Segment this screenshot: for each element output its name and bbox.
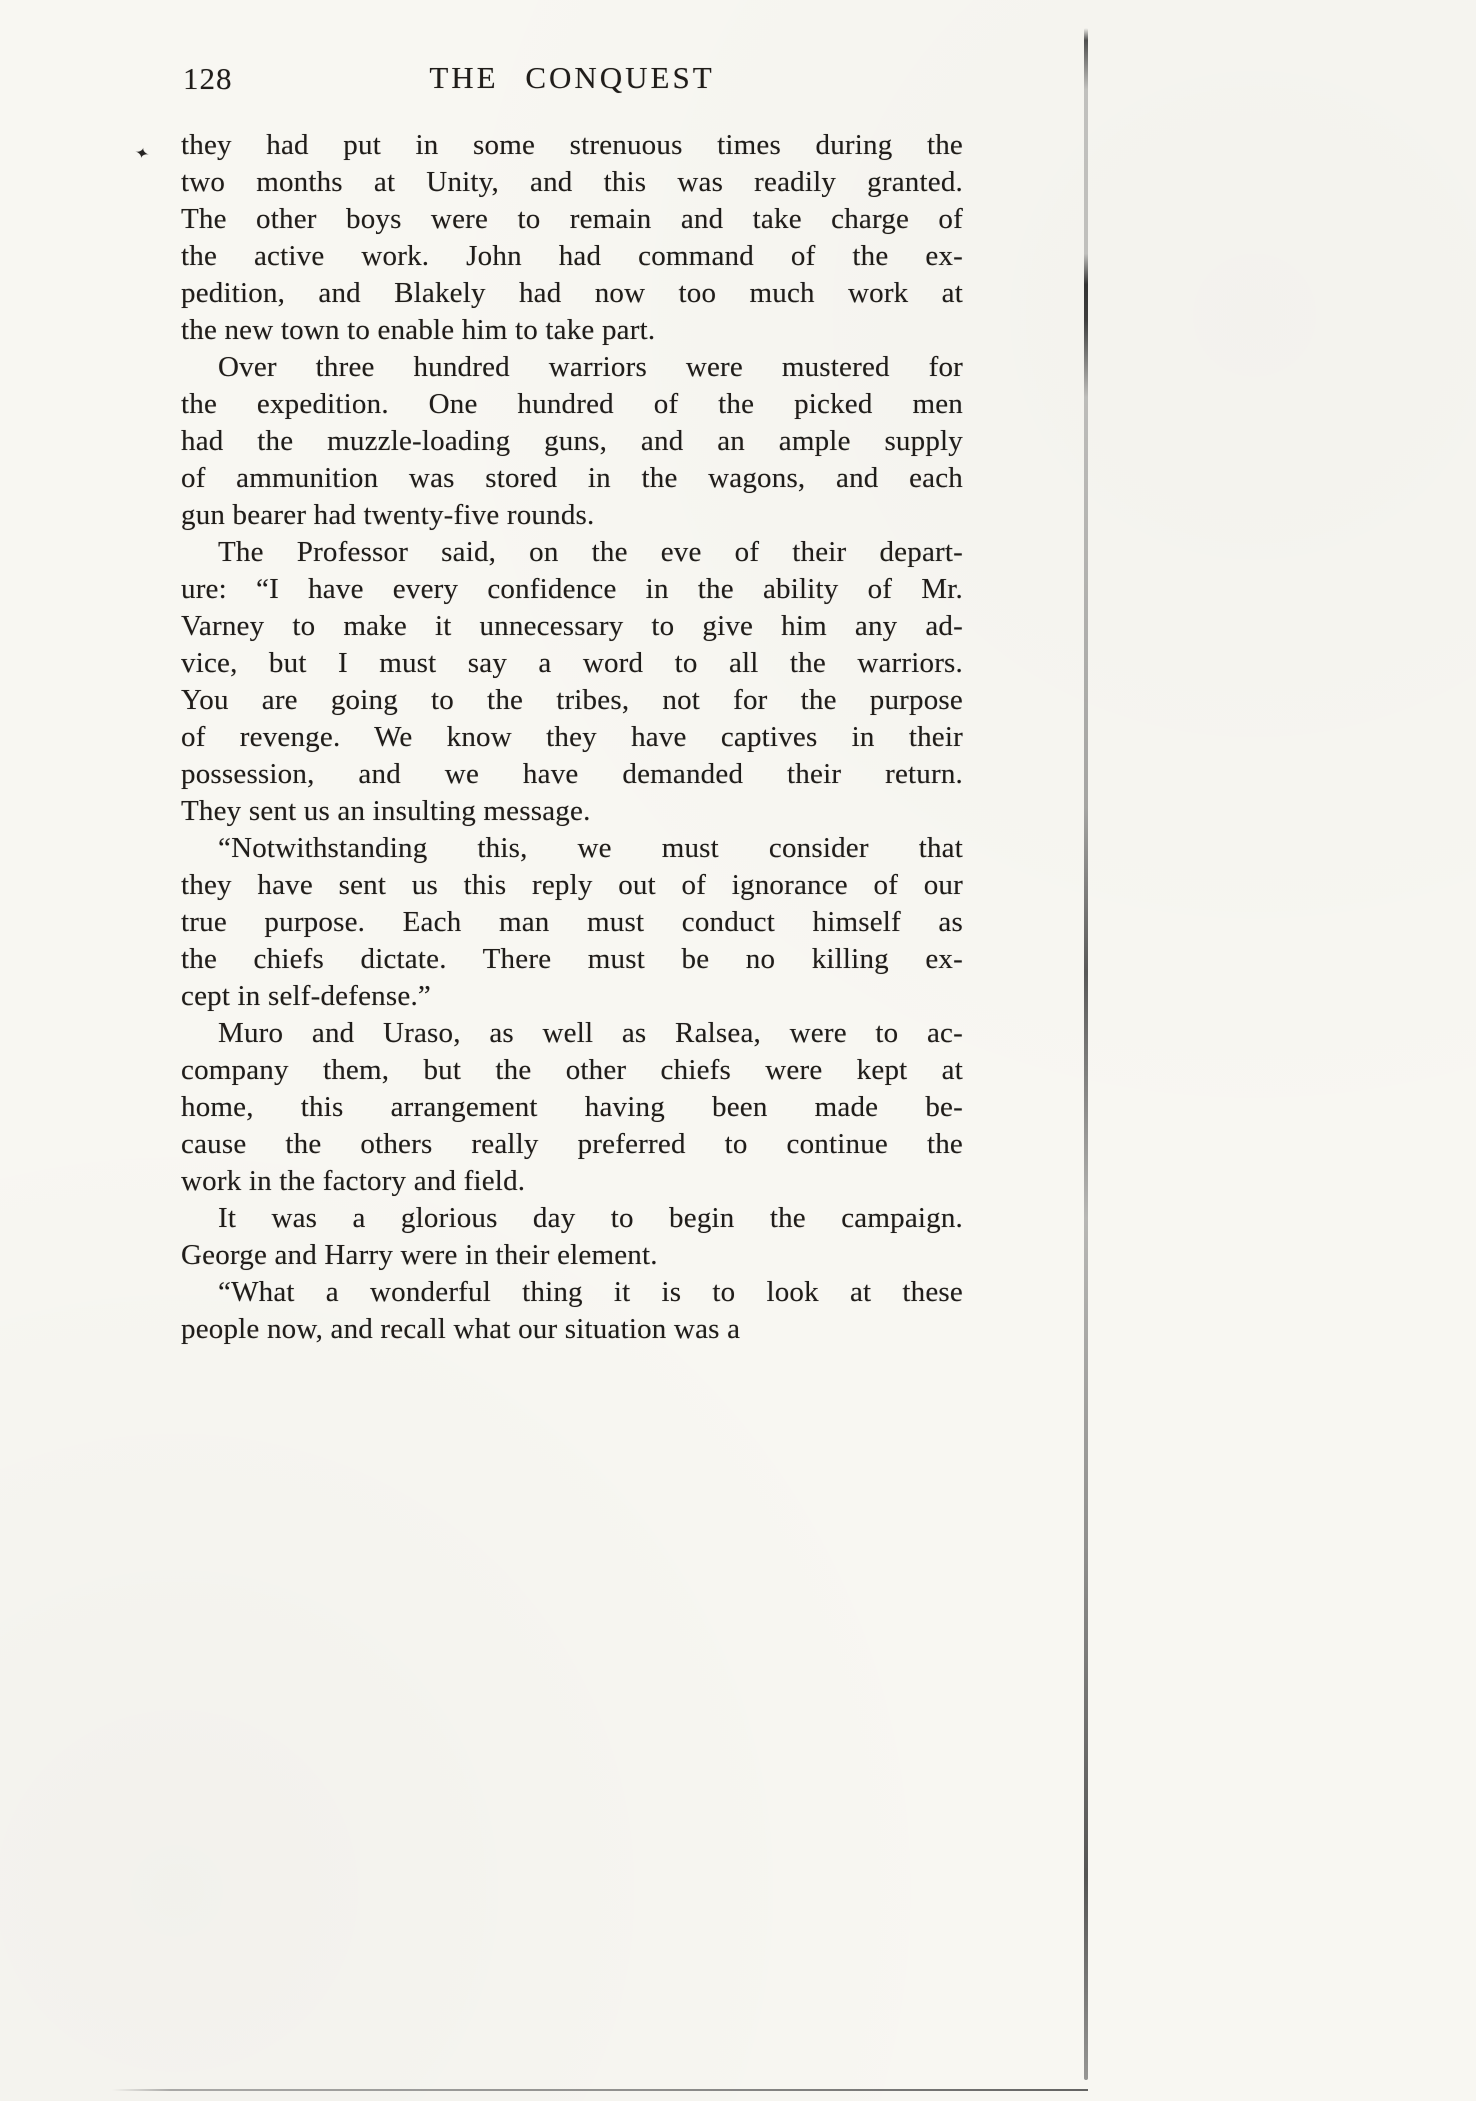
text-line: They sent us an insulting message.	[181, 795, 591, 827]
paragraph	[181, 1015, 963, 1200]
paragraph	[181, 127, 963, 349]
paragraph	[181, 349, 963, 534]
text-line: The Professor said, on the eve of their depart-	[218, 536, 963, 568]
text-line: of revenge. We know they have captives in their	[181, 721, 963, 753]
ink-blot-icon: ✦	[132, 145, 151, 164]
text-line: vice, but I must say a word to all the warriors.	[181, 647, 963, 679]
text-line: people now, and recall what our situation was a	[181, 1313, 741, 1345]
text-line: company them, but the other chiefs were kept at	[181, 1054, 963, 1086]
text-line: “What a wonderful thing it is to look at these	[218, 1276, 963, 1308]
text-block	[181, 127, 963, 1348]
paragraph	[181, 534, 963, 830]
text-line: You are going to the tribes, not for the purpose	[181, 684, 963, 716]
running-title: THE CONQUEST	[429, 60, 715, 95]
bottom-edge-line	[112, 2089, 1088, 2091]
page-number: 128	[183, 61, 233, 96]
text-line: The other boys were to remain and take charge of	[181, 203, 963, 235]
text-line: “Notwithstanding this, we must consider that	[218, 832, 963, 864]
text-line: the new town to enable him to take part.	[181, 314, 656, 346]
text-line: cept in self-defense.”	[181, 980, 431, 1012]
text-line: true purpose. Each man must conduct himself as	[181, 906, 963, 938]
paragraph	[181, 830, 963, 1015]
text-line: work in the factory and field.	[181, 1165, 526, 1197]
text-line: gun bearer had twenty-five rounds.	[181, 499, 595, 531]
text-line: they have sent us this reply out of ignorance of our	[181, 869, 963, 901]
text-line: ure: “I have every confidence in the ability of Mr.	[181, 573, 963, 605]
text-line: Muro and Uraso, as well as Ralsea, were to ac-	[218, 1017, 963, 1049]
text-line: possession, and we have demanded their return.	[181, 758, 963, 790]
text-line: Over three hundred warriors were mustered for	[218, 351, 963, 383]
paragraph	[181, 1274, 963, 1348]
text-line: had the muzzle-loading guns, and an ample supply	[181, 425, 963, 457]
text-line: the active work. John had command of the ex-	[181, 240, 963, 272]
text-line: the expedition. One hundred of the picked men	[181, 388, 963, 420]
paragraph	[181, 1200, 963, 1274]
text-line: home, this arrangement having been made be-	[181, 1091, 963, 1123]
text-line: they had put in some strenuous times during the	[181, 129, 963, 161]
page-header	[181, 60, 963, 104]
text-line: cause the others really preferred to continue the	[181, 1128, 963, 1160]
text-line: two months at Unity, and this was readily granted.	[181, 166, 963, 198]
text-line: Varney to make it unnecessary to give him any ad-	[181, 610, 963, 642]
text-line: It was a glorious day to begin the campaign.	[218, 1202, 963, 1234]
text-line: pedition, and Blakely had now too much work at	[181, 277, 963, 309]
text-line: the chiefs dictate. There must be no killing ex-	[181, 943, 963, 975]
text-line: George and Harry were in their element.	[181, 1239, 658, 1271]
page-edge-line	[1084, 28, 1088, 2080]
text-line: of ammunition was stored in the wagons, and each	[181, 462, 963, 494]
